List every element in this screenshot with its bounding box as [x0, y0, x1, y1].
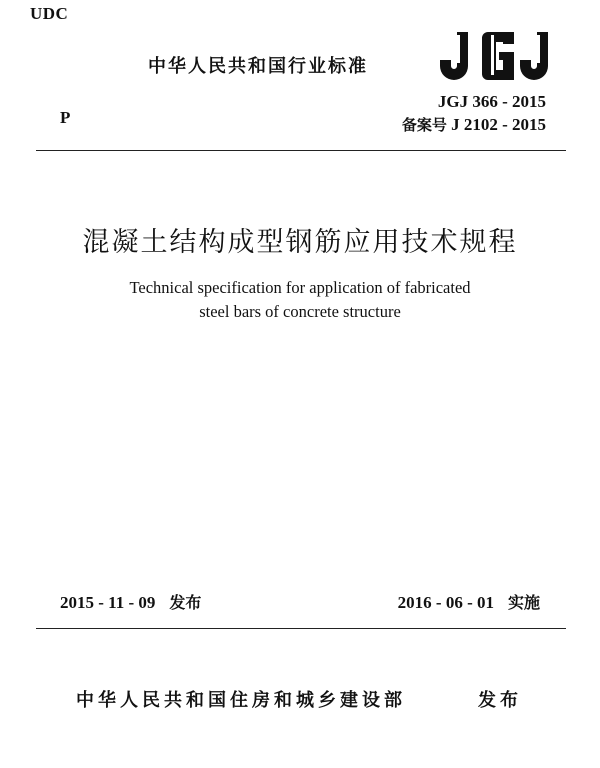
issue-date-value: 2015 - 11 - 09: [60, 593, 156, 612]
classification-code: P: [60, 108, 71, 127]
udc-label: UDC: [30, 4, 69, 23]
record-number: [402, 114, 546, 135]
implementation-label: 实施: [507, 593, 540, 612]
jgj-logo: [436, 28, 552, 84]
implementation-date-value: 2016 - 06 - 01: [397, 593, 494, 612]
document-title-chinese: 混凝土结构成型钢筋应用技术规程: [82, 227, 518, 258]
bottom-divider: [36, 628, 566, 629]
document-title-english: [0, 276, 600, 324]
issue-label: 发布: [169, 593, 202, 612]
implementation-date: [398, 590, 540, 613]
issue-date: [60, 590, 201, 613]
top-divider: [36, 150, 566, 151]
english-title-line-1: Technical specification for application of fabricated: [129, 278, 471, 297]
standard-number: JGJ 366 - 2015: [437, 92, 546, 111]
publish-label: 发布: [478, 690, 522, 711]
series-title: 中华人民共和国行业标准: [148, 56, 368, 77]
record-label: 备案号: [401, 116, 447, 134]
publisher: 中华人民共和国住房和城乡建设部: [76, 690, 406, 711]
english-title-line-2: steel bars of concrete structure: [199, 302, 401, 321]
jgj-logo-icon: [436, 28, 552, 84]
record-value: J 2102 - 2015: [451, 115, 546, 134]
